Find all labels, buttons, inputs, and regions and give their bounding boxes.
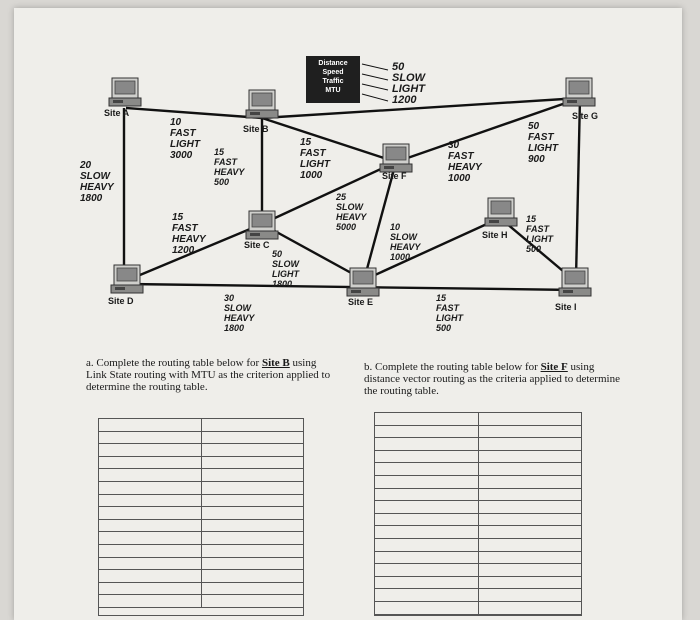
table-row: [375, 463, 581, 476]
table-cell[interactable]: [99, 469, 202, 481]
table-cell[interactable]: [202, 583, 304, 595]
table-cell[interactable]: [479, 564, 582, 576]
site-f-computer-icon: [380, 144, 412, 172]
table-cell[interactable]: [99, 520, 202, 532]
site-i-computer-icon: [559, 268, 591, 296]
site-b-label: Site B: [243, 124, 269, 134]
table-row: [99, 495, 303, 508]
table-cell[interactable]: [479, 577, 582, 589]
table-row: [375, 589, 581, 602]
table-cell[interactable]: [375, 426, 479, 438]
link-label-g-h: 50 FAST LIGHT 900: [528, 121, 558, 165]
table-row: [375, 539, 581, 552]
table-cell[interactable]: [375, 438, 479, 450]
site-c-computer-icon: [246, 211, 278, 239]
table-cell[interactable]: [202, 457, 304, 469]
link-label-b-c: 15 FAST HEAVY 500: [214, 147, 245, 187]
table-cell[interactable]: [202, 495, 304, 507]
table-cell[interactable]: [202, 520, 304, 532]
site-h-computer-icon: [485, 198, 517, 226]
table-row: [99, 545, 303, 558]
legend-example-label: 50 SLOW LIGHT 1200: [392, 61, 425, 106]
table-cell[interactable]: [99, 595, 202, 607]
table-row: [375, 602, 581, 615]
table-row: [99, 532, 303, 545]
site-c-label: Site C: [244, 240, 270, 250]
link-label-a-b: 10 FAST LIGHT 3000: [170, 117, 200, 161]
task-a-instructions: a. Complete the routing table below for Site B using Link State routing with MTU as the criterion applied to determine the routing table.: [86, 357, 331, 393]
table-cell[interactable]: [375, 413, 479, 425]
table-cell[interactable]: [375, 577, 479, 589]
table-row: [375, 476, 581, 489]
table-cell[interactable]: [375, 476, 479, 488]
table-cell[interactable]: [479, 602, 582, 614]
table-cell[interactable]: [202, 482, 304, 494]
table-cell[interactable]: [99, 495, 202, 507]
table-row: [375, 577, 581, 590]
link-label-f-e: 10 SLOW HEAVY 1000: [390, 222, 421, 262]
table-cell[interactable]: [479, 552, 582, 564]
legend-mtu: MTU: [325, 87, 341, 94]
table-cell[interactable]: [375, 552, 479, 564]
table-cell[interactable]: [479, 514, 582, 526]
table-cell[interactable]: [202, 469, 304, 481]
table-row: [99, 558, 303, 571]
site-d-computer-icon: [111, 265, 143, 293]
table-cell[interactable]: [202, 558, 304, 570]
table-cell[interactable]: [375, 539, 479, 551]
table-cell[interactable]: [375, 451, 479, 463]
table-row: [375, 426, 581, 439]
table-cell[interactable]: [202, 507, 304, 519]
site-h-label: Site H: [482, 230, 508, 240]
table-cell[interactable]: [99, 570, 202, 582]
table-row: [99, 444, 303, 457]
table-cell[interactable]: [479, 501, 582, 513]
table-cell[interactable]: [375, 589, 479, 601]
legend-distance: Distance: [318, 60, 348, 67]
table-cell[interactable]: [202, 444, 304, 456]
table-row: [375, 564, 581, 577]
table-cell[interactable]: [99, 444, 202, 456]
table-cell[interactable]: [99, 558, 202, 570]
table-cell[interactable]: [479, 539, 582, 551]
table-row: [99, 595, 303, 608]
site-f-label: Site F: [382, 171, 407, 181]
table-cell[interactable]: [202, 570, 304, 582]
table-row: [375, 552, 581, 565]
link-label-a-d: 20 SLOW HEAVY 1800: [80, 160, 114, 204]
task-b-site: Site F: [540, 361, 568, 373]
table-cell[interactable]: [202, 532, 304, 544]
table-row: [99, 457, 303, 470]
table-cell[interactable]: [99, 419, 202, 431]
site-e-label: Site E: [348, 297, 374, 307]
table-cell[interactable]: [99, 532, 202, 544]
table-cell[interactable]: [479, 426, 582, 438]
table-cell[interactable]: [202, 595, 304, 607]
table-cell[interactable]: [99, 457, 202, 469]
table-row: [375, 451, 581, 464]
table-cell[interactable]: [99, 482, 202, 494]
table-cell[interactable]: [479, 526, 582, 538]
table-cell[interactable]: [375, 463, 479, 475]
table-cell[interactable]: [202, 419, 304, 431]
table-cell[interactable]: [99, 545, 202, 557]
link-label-f-g: 30 FAST HEAVY 1000: [448, 140, 482, 184]
table-row: [375, 501, 581, 514]
link-label-f-c: 25 SLOW HEAVY 5000: [336, 192, 367, 232]
site-i-label: Site I: [555, 302, 577, 312]
table-row: [99, 520, 303, 533]
table-cell[interactable]: [479, 451, 582, 463]
table-row: [99, 469, 303, 482]
table-row: [375, 413, 581, 426]
table-cell[interactable]: [202, 545, 304, 557]
table-row: [99, 570, 303, 583]
table-row: [375, 489, 581, 502]
site-b-computer-icon: [246, 90, 278, 118]
table-row: [99, 507, 303, 520]
table-row: [99, 419, 303, 432]
table-row: [99, 432, 303, 445]
table-cell[interactable]: [99, 507, 202, 519]
site-d-label: Site D: [108, 296, 134, 306]
site-a-computer-icon: [109, 78, 141, 106]
site-a-label: Site A: [104, 108, 130, 118]
table-cell[interactable]: [479, 589, 582, 601]
table-cell[interactable]: [99, 583, 202, 595]
link-label-d-e: 30 SLOW HEAVY 1800: [224, 293, 255, 333]
table-cell[interactable]: [375, 564, 479, 576]
table-cell[interactable]: [375, 514, 479, 526]
table-cell[interactable]: [375, 489, 479, 501]
table-cell[interactable]: [375, 526, 479, 538]
link-label-e-i: 15 FAST LIGHT 500: [436, 293, 463, 333]
table-cell[interactable]: [479, 489, 582, 501]
table-row: [99, 482, 303, 495]
site-g-computer-icon: [563, 78, 595, 106]
site-g-label: Site G: [572, 111, 599, 121]
table-cell[interactable]: [479, 476, 582, 488]
task-a-site: Site B: [261, 357, 290, 369]
table-cell[interactable]: [375, 501, 479, 513]
table-cell[interactable]: [479, 463, 582, 475]
routing-table-site-b[interactable]: [98, 418, 304, 616]
link-label-b-f: 15 FAST LIGHT 1000: [300, 137, 330, 181]
task-b-instructions: b. Complete the routing table below for Site F using distance vector routing as the criteria applied to determine the routing table.: [364, 361, 620, 397]
table-row: [375, 438, 581, 451]
table-cell[interactable]: [479, 413, 582, 425]
link-g-i: [576, 98, 580, 278]
routing-table-site-f[interactable]: [374, 412, 582, 616]
legend-box: [306, 56, 360, 103]
site-e-computer-icon: [347, 268, 379, 296]
link-label-c-e: 50 SLOW LIGHT 1800: [272, 249, 299, 289]
table-cell[interactable]: [99, 432, 202, 444]
table-cell[interactable]: [479, 438, 582, 450]
legend-arrows: [362, 64, 388, 101]
link-label-c-d: 15 FAST HEAVY 1200: [172, 212, 206, 256]
table-cell[interactable]: [202, 432, 304, 444]
link-e-h: [364, 218, 500, 280]
link-label-h-i: 15 FAST LIGHT 500: [526, 214, 553, 254]
table-row: [375, 526, 581, 539]
table-row: [99, 583, 303, 596]
table-row: [375, 514, 581, 527]
table-cell[interactable]: [375, 602, 479, 614]
legend-traffic: Traffic: [322, 78, 344, 85]
legend-speed: Speed: [322, 69, 344, 76]
